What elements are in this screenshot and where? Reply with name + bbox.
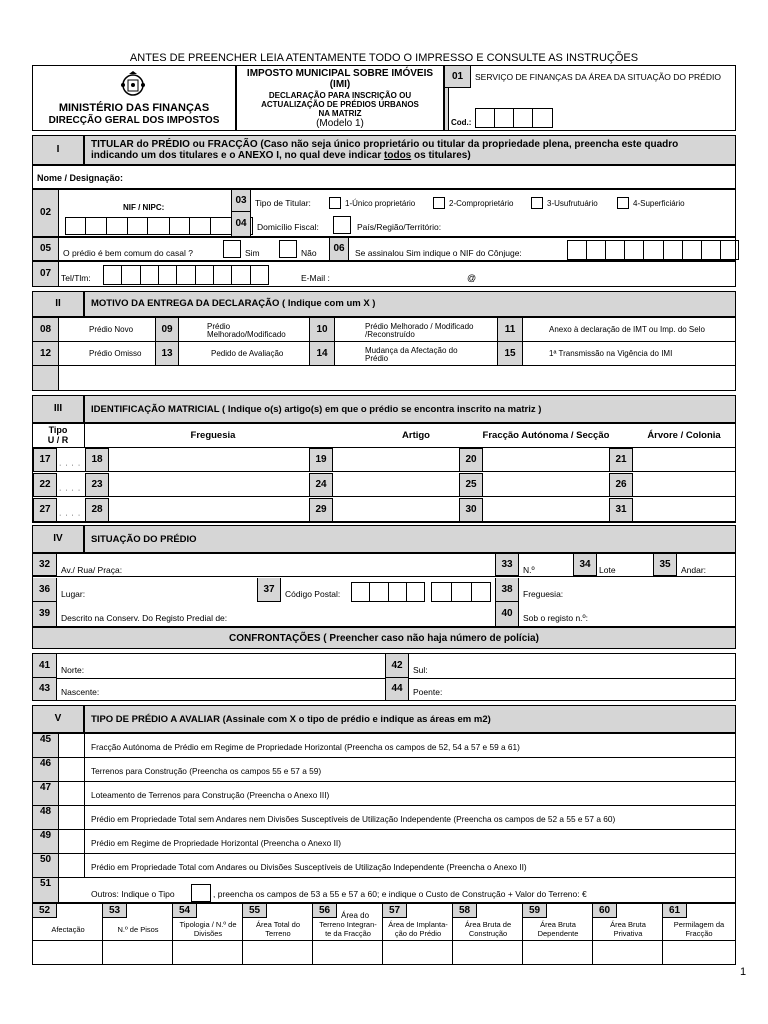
reason-15-label[interactable]: 1ª Transmissão na Vigência do IMI (523, 342, 735, 366)
matrix-fraction-number-3: 30 (459, 498, 483, 522)
reason-10-label-b: /Reconstruído (365, 330, 415, 339)
area-52-input[interactable] (33, 940, 103, 964)
area-56-number: 56 (313, 904, 337, 918)
matrix-fraction-number-2: 25 (459, 473, 483, 497)
reason-11-label[interactable]: Anexo à declaração de IMT ou Imp. do Selo (523, 318, 735, 342)
area-56-label-2: te da Fracção (325, 929, 371, 938)
tax-abbr: (IMI) (329, 79, 351, 90)
matrix-tree-number-3: 31 (609, 498, 633, 522)
field-32-number: 32 (33, 554, 57, 576)
area-59-label-1: Área Bruta (540, 920, 576, 929)
area-54-label-1: Tipologia / N.º de (179, 920, 237, 929)
field-44-number: 44 (385, 678, 409, 700)
reason-09-label[interactable] (179, 318, 309, 342)
type-45-checkbox[interactable] (59, 734, 85, 758)
matrix-tree-number-1: 21 (609, 448, 633, 472)
area-59-input[interactable] (523, 940, 593, 964)
area-55-number: 55 (243, 904, 267, 918)
email-at: @ (467, 273, 477, 283)
tax-title: IMPOSTO MUNICIPAL SOBRE IMÓVEIS (246, 68, 434, 79)
matrix-parish-number-3: 28 (85, 498, 109, 522)
section-4-title (84, 525, 736, 553)
reason-09-number: 09 (155, 318, 179, 342)
reason-14-label-b: Prédio (365, 354, 389, 363)
section-5-title (84, 705, 736, 733)
area-column-56 (313, 904, 383, 964)
area-57-number: 57 (383, 904, 407, 918)
field-33-number: 33 (495, 554, 519, 576)
location-grid (32, 553, 736, 627)
reason-08-number: 08 (33, 318, 59, 342)
field-41-number: 41 (33, 654, 57, 678)
area-column-53 (103, 904, 173, 964)
no-checkbox[interactable] (279, 240, 297, 258)
section-3-roman: III (32, 395, 84, 423)
col-tree-header: Árvore / Colonia (633, 424, 735, 448)
area-58-number: 58 (453, 904, 477, 918)
areas-table (32, 903, 736, 965)
ministry-block (32, 65, 236, 131)
field-06-number: 06 (329, 238, 349, 260)
reason-10-number: 10 (309, 318, 335, 342)
area-column-52 (33, 904, 103, 964)
area-column-59 (523, 904, 593, 964)
ministry-name: MINISTÉRIO DAS FINANÇAS (58, 102, 210, 114)
matrix-parish-number-1: 18 (85, 448, 109, 472)
matrix-article-input-1[interactable] (333, 448, 459, 472)
postal-ext-input[interactable] (431, 582, 491, 602)
area-52-label-1: Afectação (51, 925, 85, 934)
other-type-instructions: , preencha os campos de 53 a 55 e 57 a 60; e indique o Custo de Construção + Valor do Terreno: € (213, 889, 587, 899)
yes-checkbox[interactable] (223, 240, 241, 258)
area-54-number: 54 (173, 904, 197, 918)
spouse-nif-label: Se assinalou Sim indique o NIF do Cônjuge: (355, 248, 522, 258)
owner-type-4-label: 4-Superficiário (633, 199, 685, 208)
area-column-61 (663, 904, 735, 964)
type-45-number: 45 (33, 734, 59, 758)
owner-type-1-label: 1-Único proprietário (345, 199, 416, 208)
col-type-a: Tipo (48, 425, 68, 435)
contact-row (32, 261, 736, 287)
lot-label[interactable]: Lote (599, 565, 616, 575)
field-40-number: 40 (495, 602, 519, 626)
col-fraction-header: Fracção Autónoma / Secção (459, 424, 633, 448)
matrix-fraction-number-1: 20 (459, 448, 483, 472)
type-50-checkbox[interactable] (59, 854, 85, 878)
area-60-label-1: Área Bruta (610, 920, 646, 929)
matrix-article-input-3[interactable] (333, 498, 459, 522)
area-54-label-2: Divisões (193, 929, 223, 938)
col-article-header: Artigo (341, 424, 491, 448)
field-01-block (444, 65, 736, 131)
field-03-number: 03 (231, 190, 251, 212)
field-35-number: 35 (653, 554, 677, 576)
tel-input[interactable] (103, 265, 269, 285)
area-53-input[interactable] (103, 940, 173, 964)
field-04-number: 04 (231, 212, 251, 236)
section-5-title-text: TIPO DE PRÉDIO A AVALIAR (Assinale com X o tipo de prédio e indique as áreas em m2) (91, 714, 491, 725)
matrix-article-input-2[interactable] (333, 473, 459, 497)
area-58-label-1: Área Bruta de (464, 920, 512, 929)
spouse-nif-input[interactable] (567, 240, 739, 260)
area-61-label-1: Permilagem da (673, 920, 725, 929)
reason-08-label[interactable]: Prédio Novo (59, 318, 155, 342)
matrix-table (32, 423, 736, 523)
reason-empty-gray (33, 366, 59, 390)
decl-line-2: ACTUALIZAÇÃO DE PRÉDIOS URBANOS (261, 100, 419, 109)
nif-input[interactable] (65, 217, 253, 235)
matrix-tree-input-1[interactable] (633, 448, 735, 472)
name-label: Nome / Designação: (37, 173, 124, 183)
confrontations-grid (32, 653, 736, 701)
reason-15-number: 15 (497, 342, 523, 366)
area-59-label-2: Dependente (537, 929, 579, 938)
other-type-label: Outros: Indique o Tipo (91, 889, 175, 899)
type-50-number: 50 (33, 854, 59, 878)
type-48-number: 48 (33, 806, 59, 830)
place-label[interactable]: Lugar: (61, 589, 86, 599)
cod-label: Cod.: (451, 118, 472, 127)
field-43-number: 43 (33, 678, 57, 700)
type-50-label: Prédio em Propriedade Total com Andares ou Divisões Susceptíveis de Utilização Independente (Preencha o Anexo II) (85, 854, 735, 878)
registry-number-label[interactable]: Sob o registo n.º: (523, 613, 589, 623)
reason-10-label-a: Prédio Melhorado / Modificado (365, 322, 474, 331)
section-1-title-line-1: TITULAR do PRÉDIO ou FRACÇÃO (Caso não seja único proprietário ou titular da propriedade plena, preencha este quadro (91, 139, 679, 150)
common-good-label: O prédio é bem comum do casal ? (63, 248, 193, 258)
matrix-parish-input-2[interactable] (109, 473, 309, 497)
email-label: E-Mail : (301, 273, 330, 283)
section-2-roman: II (32, 291, 84, 317)
matrix-type-number-3: 27 (33, 498, 57, 522)
decl-line-3: NA MATRIZ (318, 109, 362, 118)
registry-label[interactable]: Descrito na Conserv. Do Registo Predial de: (61, 613, 228, 623)
area-61-input[interactable] (663, 940, 735, 964)
type-48-label: Prédio em Propriedade Total sem Andares nem Divisões Susceptíveis de Utilização Independente (Preencha os campos de 52 a 55 e 57 a 60) (85, 806, 735, 830)
section-4-roman: IV (32, 525, 84, 553)
col-type-b: U / R (47, 435, 69, 445)
owner-type-1-checkbox[interactable] (329, 197, 341, 209)
fiscal-label: Domicílio Fiscal: (257, 222, 319, 232)
area-53-label-1: N.º de Pisos (117, 925, 159, 934)
col-parish-header: Freguesia (85, 424, 341, 448)
type-45-label: Fracção Autónoma de Prédio em Regime de Propriedade Horizontal (Preencha os campos de 52, 54 a 57 e 59 a 61) (85, 734, 735, 758)
matrix-fraction-input-1[interactable] (483, 448, 609, 472)
field-39-number: 39 (33, 602, 57, 626)
type-47-number: 47 (33, 782, 59, 806)
section-1-title (84, 135, 736, 165)
model-label: (Modelo 1) (316, 118, 364, 129)
field-05-number: 05 (33, 238, 59, 260)
postal-label: Código Postal: (285, 589, 341, 599)
section-3-title-text: IDENTIFICAÇÃO MATRICIAL ( Indique o(s) artigo(s) em que o prédio se encontra inscrito na matriz ) (91, 404, 542, 415)
type-46-number: 46 (33, 758, 59, 782)
north-label[interactable]: Norte: (61, 665, 85, 675)
area-60-input[interactable] (593, 940, 663, 964)
floor-label[interactable]: Andar: (681, 565, 707, 575)
type-46-checkbox[interactable] (59, 758, 85, 782)
reason-12-number: 12 (33, 342, 59, 366)
type-49-checkbox[interactable] (59, 830, 85, 854)
reason-14-number: 14 (309, 342, 335, 366)
reason-13-number: 13 (155, 342, 179, 366)
area-56-input[interactable] (313, 940, 383, 964)
matrix-type-number-1: 17 (33, 448, 57, 472)
col-type-header (33, 424, 85, 448)
area-53-number: 53 (103, 904, 127, 918)
matrix-dots-3: · · · · (59, 512, 82, 519)
matrix-tree-input-3[interactable] (633, 498, 735, 522)
matrix-article-number-1: 19 (309, 448, 333, 472)
fiscal-input[interactable] (333, 216, 351, 234)
reason-12-label[interactable]: Prédio Omisso (59, 342, 155, 366)
area-column-60 (593, 904, 663, 964)
field-01-gray (445, 88, 449, 130)
matrix-parish-number-2: 23 (85, 473, 109, 497)
west-label[interactable]: Poente: (413, 687, 443, 697)
area-55-input[interactable] (243, 940, 313, 964)
reason-10-label[interactable] (335, 318, 497, 342)
field-01-number: 01 (445, 66, 471, 88)
no-label: Não (301, 248, 317, 258)
area-56-label-top: Área do (341, 911, 370, 920)
matrix-dots-2: · · · · (59, 487, 82, 494)
matrix-article-number-2: 24 (309, 473, 333, 497)
number-label[interactable]: N.º (523, 565, 535, 575)
type-46-label: Terrenos para Construção (Preencha os campos 55 e 57 a 59) (85, 758, 735, 782)
reason-14-label[interactable] (335, 342, 497, 366)
type-47-label: Loteamento de Terrenos para Construção (Preencha o Anexo III) (85, 782, 735, 806)
property-type-grid (32, 733, 736, 903)
street-label[interactable]: Av./ Rua/ Praça: (61, 565, 123, 575)
section-4-title-text: SITUAÇÃO DO PRÉDIO (91, 534, 197, 545)
area-column-55 (243, 904, 313, 964)
direction-name: DIRECÇÃO GERAL DOS IMPOSTOS (48, 115, 220, 126)
matrix-parish-input-3[interactable] (109, 498, 309, 522)
owner-type-2-checkbox[interactable] (433, 197, 445, 209)
decl-line-1: DECLARAÇÃO PARA INSCRIÇÃO OU (268, 91, 412, 100)
cod-input[interactable] (475, 108, 553, 128)
matrix-tree-input-2[interactable] (633, 473, 735, 497)
other-type-input[interactable] (191, 884, 211, 902)
area-52-number: 52 (33, 904, 57, 918)
country-label: País/Região/Território: (357, 222, 442, 232)
owner-type-4-checkbox[interactable] (617, 197, 629, 209)
owner-type-3-checkbox[interactable] (531, 197, 543, 209)
tax-title-block (236, 65, 444, 131)
area-60-label-2: Privativa (613, 929, 643, 938)
owner-type-label: Tipo de Titular: (255, 198, 311, 208)
type-48-checkbox[interactable] (59, 806, 85, 830)
matrix-type-number-2: 22 (33, 473, 57, 497)
type-49-label: Prédio em Regime de Propriedade Horizontal (Preencha o Anexo II) (85, 830, 735, 854)
section-5-roman: V (32, 705, 84, 733)
top-notice: ANTES DE PREENCHER LEIA ATENTAMENTE TODO O IMPRESSO E CONSULTE AS INSTRUÇÕES (129, 52, 639, 64)
reason-grid (32, 317, 736, 391)
area-54-input[interactable] (173, 940, 243, 964)
area-57-label-1: Área de Implanta- (388, 920, 448, 929)
type-47-checkbox[interactable] (59, 782, 85, 806)
field-42-number: 42 (385, 654, 409, 678)
field-37-number: 37 (257, 578, 281, 602)
field-36-number: 36 (33, 578, 57, 602)
reason-09-label-b: Melhorado/Modificado (207, 330, 286, 339)
field-01-label: SERVIÇO DE FINANÇAS DA ÁREA DA SITUAÇÃO DO PRÉDIO (475, 71, 721, 82)
matrix-parish-input-1[interactable] (109, 448, 309, 472)
matrix-fraction-input-2[interactable] (483, 473, 609, 497)
field-51-number: 51 (33, 878, 59, 902)
area-57-input[interactable] (383, 940, 453, 964)
area-56-label-1: Terreno Integran- (319, 920, 377, 929)
name-row[interactable] (32, 165, 736, 189)
field-02-number: 02 (33, 190, 59, 236)
area-58-label-2: Construção (468, 929, 508, 938)
matrix-fraction-input-3[interactable] (483, 498, 609, 522)
area-59-number: 59 (523, 904, 547, 918)
area-58-input[interactable] (453, 940, 523, 964)
area-55-label-2: Terreno (265, 929, 291, 938)
field-34-number: 34 (573, 554, 597, 576)
matrix-dots-1: · · · · (59, 462, 82, 469)
area-column-57 (383, 904, 453, 964)
reason-09-label-a: Prédio (207, 322, 231, 331)
owner-type-2-label: 2-Comproprietário (449, 199, 514, 208)
area-61-number: 61 (663, 904, 687, 918)
section-3-title (84, 395, 736, 423)
nif-label: NIF / NIPC: (123, 203, 165, 212)
section-2-title (84, 291, 736, 317)
confrontations-title (32, 627, 736, 649)
reason-13-label[interactable]: Pedido de Avaliação (179, 342, 309, 366)
area-column-54 (173, 904, 243, 964)
matrix-tree-number-2: 26 (609, 473, 633, 497)
tel-label: Tel/Tlm: (61, 273, 91, 283)
section-1-roman: I (32, 135, 84, 165)
postal-code-input[interactable] (351, 582, 425, 602)
yes-label: Sim (245, 248, 260, 258)
area-column-58 (453, 904, 523, 964)
coat-of-arms-icon (117, 70, 149, 98)
owner-type-3-label: 3-Usufrutuário (547, 199, 598, 208)
south-label[interactable]: Sul: (413, 665, 428, 675)
nif-row (32, 189, 736, 237)
east-label[interactable]: Nascente: (61, 687, 100, 697)
parish-label[interactable]: Freguesia: (523, 589, 564, 599)
area-57-label-2: ção do Prédio (394, 929, 442, 938)
section-2-title-text: MOTIVO DA ENTREGA DA DECLARAÇÃO ( Indique com um X ) (91, 298, 376, 309)
reason-11-number: 11 (497, 318, 523, 342)
section-1-title-line-2: indicando um dos titulares e o ANEXO I, no qual deve indicar todos os titulares) (91, 150, 471, 161)
area-61-label-2: Fracção (685, 929, 713, 938)
page-number: 1 (740, 966, 747, 978)
type-49-number: 49 (33, 830, 59, 854)
field-07-number: 07 (33, 262, 59, 286)
confrontations-title-text: CONFRONTAÇÕES ( Preencher caso não haja número de polícia) (229, 633, 539, 644)
common-good-row (32, 237, 736, 261)
area-55-label-1: Área Total do (255, 920, 301, 929)
field-38-number: 38 (495, 578, 519, 602)
matrix-article-number-3: 29 (309, 498, 333, 522)
reason-14-label-a: Mudança da Afectação do (365, 346, 458, 355)
area-60-number: 60 (593, 904, 617, 918)
